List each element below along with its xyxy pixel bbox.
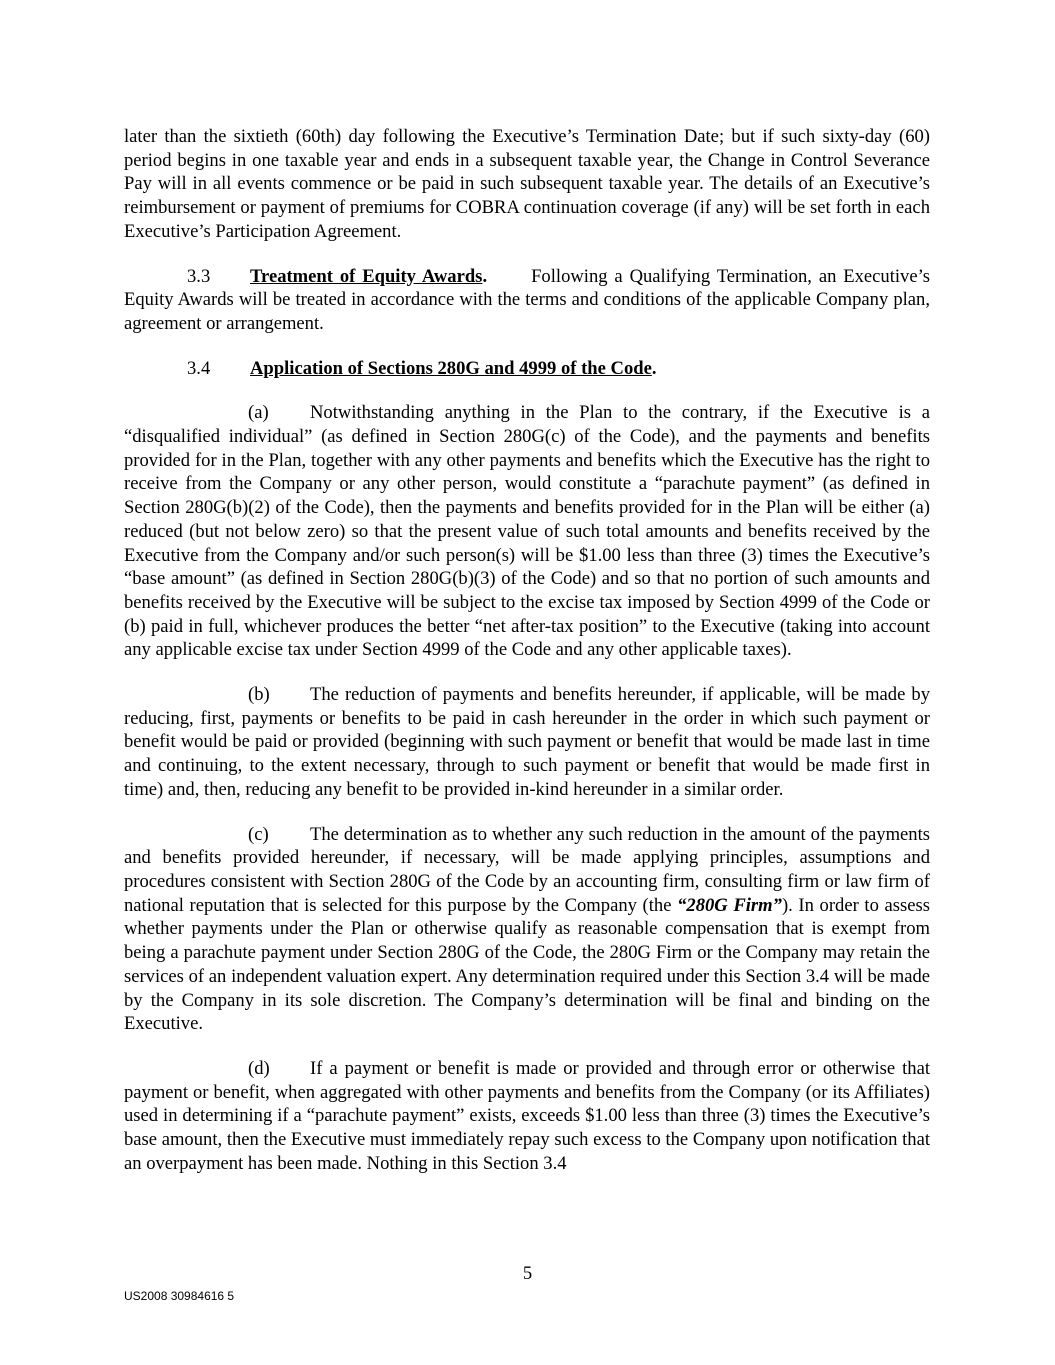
section-3-4 bbox=[124, 357, 930, 381]
subsection-text-after: ). In order to assess whether payments under the Plan or otherwise qualify as reasonable compensation that is exempt from being a parachute payment under Section 280G of the Code, the 280G Firm or the Company may retain the services of an independent valuation expert. Any determination required under this Section 3.4 will be made by the Company in its sole discretion. The Company’s determination will be final and binding on the Executive. bbox=[124, 894, 930, 1035]
heading-punct: . bbox=[482, 265, 488, 287]
document-body bbox=[124, 125, 930, 1175]
section-number: 3.3 bbox=[187, 265, 211, 287]
subsection-text: Notwithstanding anything in the Plan to the contrary, if the Executive is a “disqualified individual” (as defined in Section 280G(c) of the Code), and the payments and benefits provided for in the Plan, together with any other payments and benefits which the Executive has the right to receive from the Company or any other person, would constitute a “parachute payment” (as defined in Section 280G(b)(2) of the Code), then the payments and benefits provided for in the Plan will be either (a) reduced (but not below zero) so that the present value of such total amounts and benefits received by the Executive from the Company and/or such person(s) will be $1.00 less than three (3) times the Executive’s “base amount” (as defined in Section 280G(b)(3) of the Code) and so that no portion of such amounts and benefits received by the Executive will be subject to the excise tax imposed by Section 4999 of the Code or (b) paid in full, whichever produces the better “net after-tax position” to the Executive (taking into account any applicable excise tax under Section 4999 of the Code and any other applicable taxes). bbox=[124, 402, 930, 661]
subsection-text-before: The determination as to whether any such reduction in the amount of the payments and benefits provided hereunder, if necessary, will be made applying principles, assumptions and procedures consistent with Section 280G of the Code by an accounting firm, consulting firm or law firm of national reputation that is selected for this purpose by the Company (the bbox=[124, 823, 930, 916]
section-heading: Application of Sections 280G and 4999 of the Code bbox=[250, 357, 652, 379]
subsection-c bbox=[124, 823, 930, 1036]
defined-term: “280G Firm” bbox=[677, 894, 782, 916]
section-number: 3.4 bbox=[187, 357, 211, 379]
document-id: US2008 30984616 5 bbox=[124, 1289, 235, 1303]
subsection-text: If a payment or benefit is made or provided and through error or otherwise that payment or benefit, when aggregated with other payments and benefits from the Company (or its Affiliates) used in determining if a “parachute payment” exists, exceeds $1.00 less than three (3) times the Executive’s base amount, then the Executive must immediately repay such excess to the Company upon notification that an overpayment has been made. Nothing in this Section 3.4 bbox=[124, 1057, 930, 1174]
subsection-label: (b) bbox=[248, 684, 270, 706]
heading-punct: . bbox=[651, 357, 657, 379]
section-heading: Treatment of Equity Awards bbox=[250, 265, 483, 287]
subsection-a bbox=[124, 401, 930, 662]
subsection-label: (d) bbox=[248, 1057, 270, 1079]
section-text: Following a Qualifying Termination, an Executive’s Equity Awards will be treated in accordance with the terms and conditions of the applicable Company plan, agreement or arrangement. bbox=[124, 265, 931, 334]
subsection-text: The reduction of payments and benefits hereunder, if applicable, will be made by reducing, first, payments or benefits to be paid in cash hereunder in the order in which such payment or benefit would be paid or provided (beginning with such payment or benefit that would be made last in time and continuing, to the extent necessary, through to such payment or benefit that would be made first in time) and, then, reducing any benefit to be provided in-kind hereunder in a similar order. bbox=[124, 684, 930, 800]
paragraph-continuation: later than the sixtieth (60th) day following the Executive’s Termination Date; but if such sixty-day (60) period begins in one taxable year and ends in a subsequent taxable year, the Change in Control Severance Pay will in all events commence or be paid in such subsequent taxable year. The details of an Executive’s reimbursement or payment of premiums for COBRA continuation coverage (if any) will be set forth in each Executive’s Participation Agreement. bbox=[124, 126, 930, 242]
section-3-3 bbox=[124, 265, 930, 336]
subsection-label: (c) bbox=[248, 823, 269, 845]
page-number: 5 bbox=[522, 1263, 533, 1284]
subsection-b bbox=[124, 683, 930, 802]
subsection-d bbox=[124, 1057, 930, 1176]
subsection-label: (a) bbox=[248, 402, 269, 424]
